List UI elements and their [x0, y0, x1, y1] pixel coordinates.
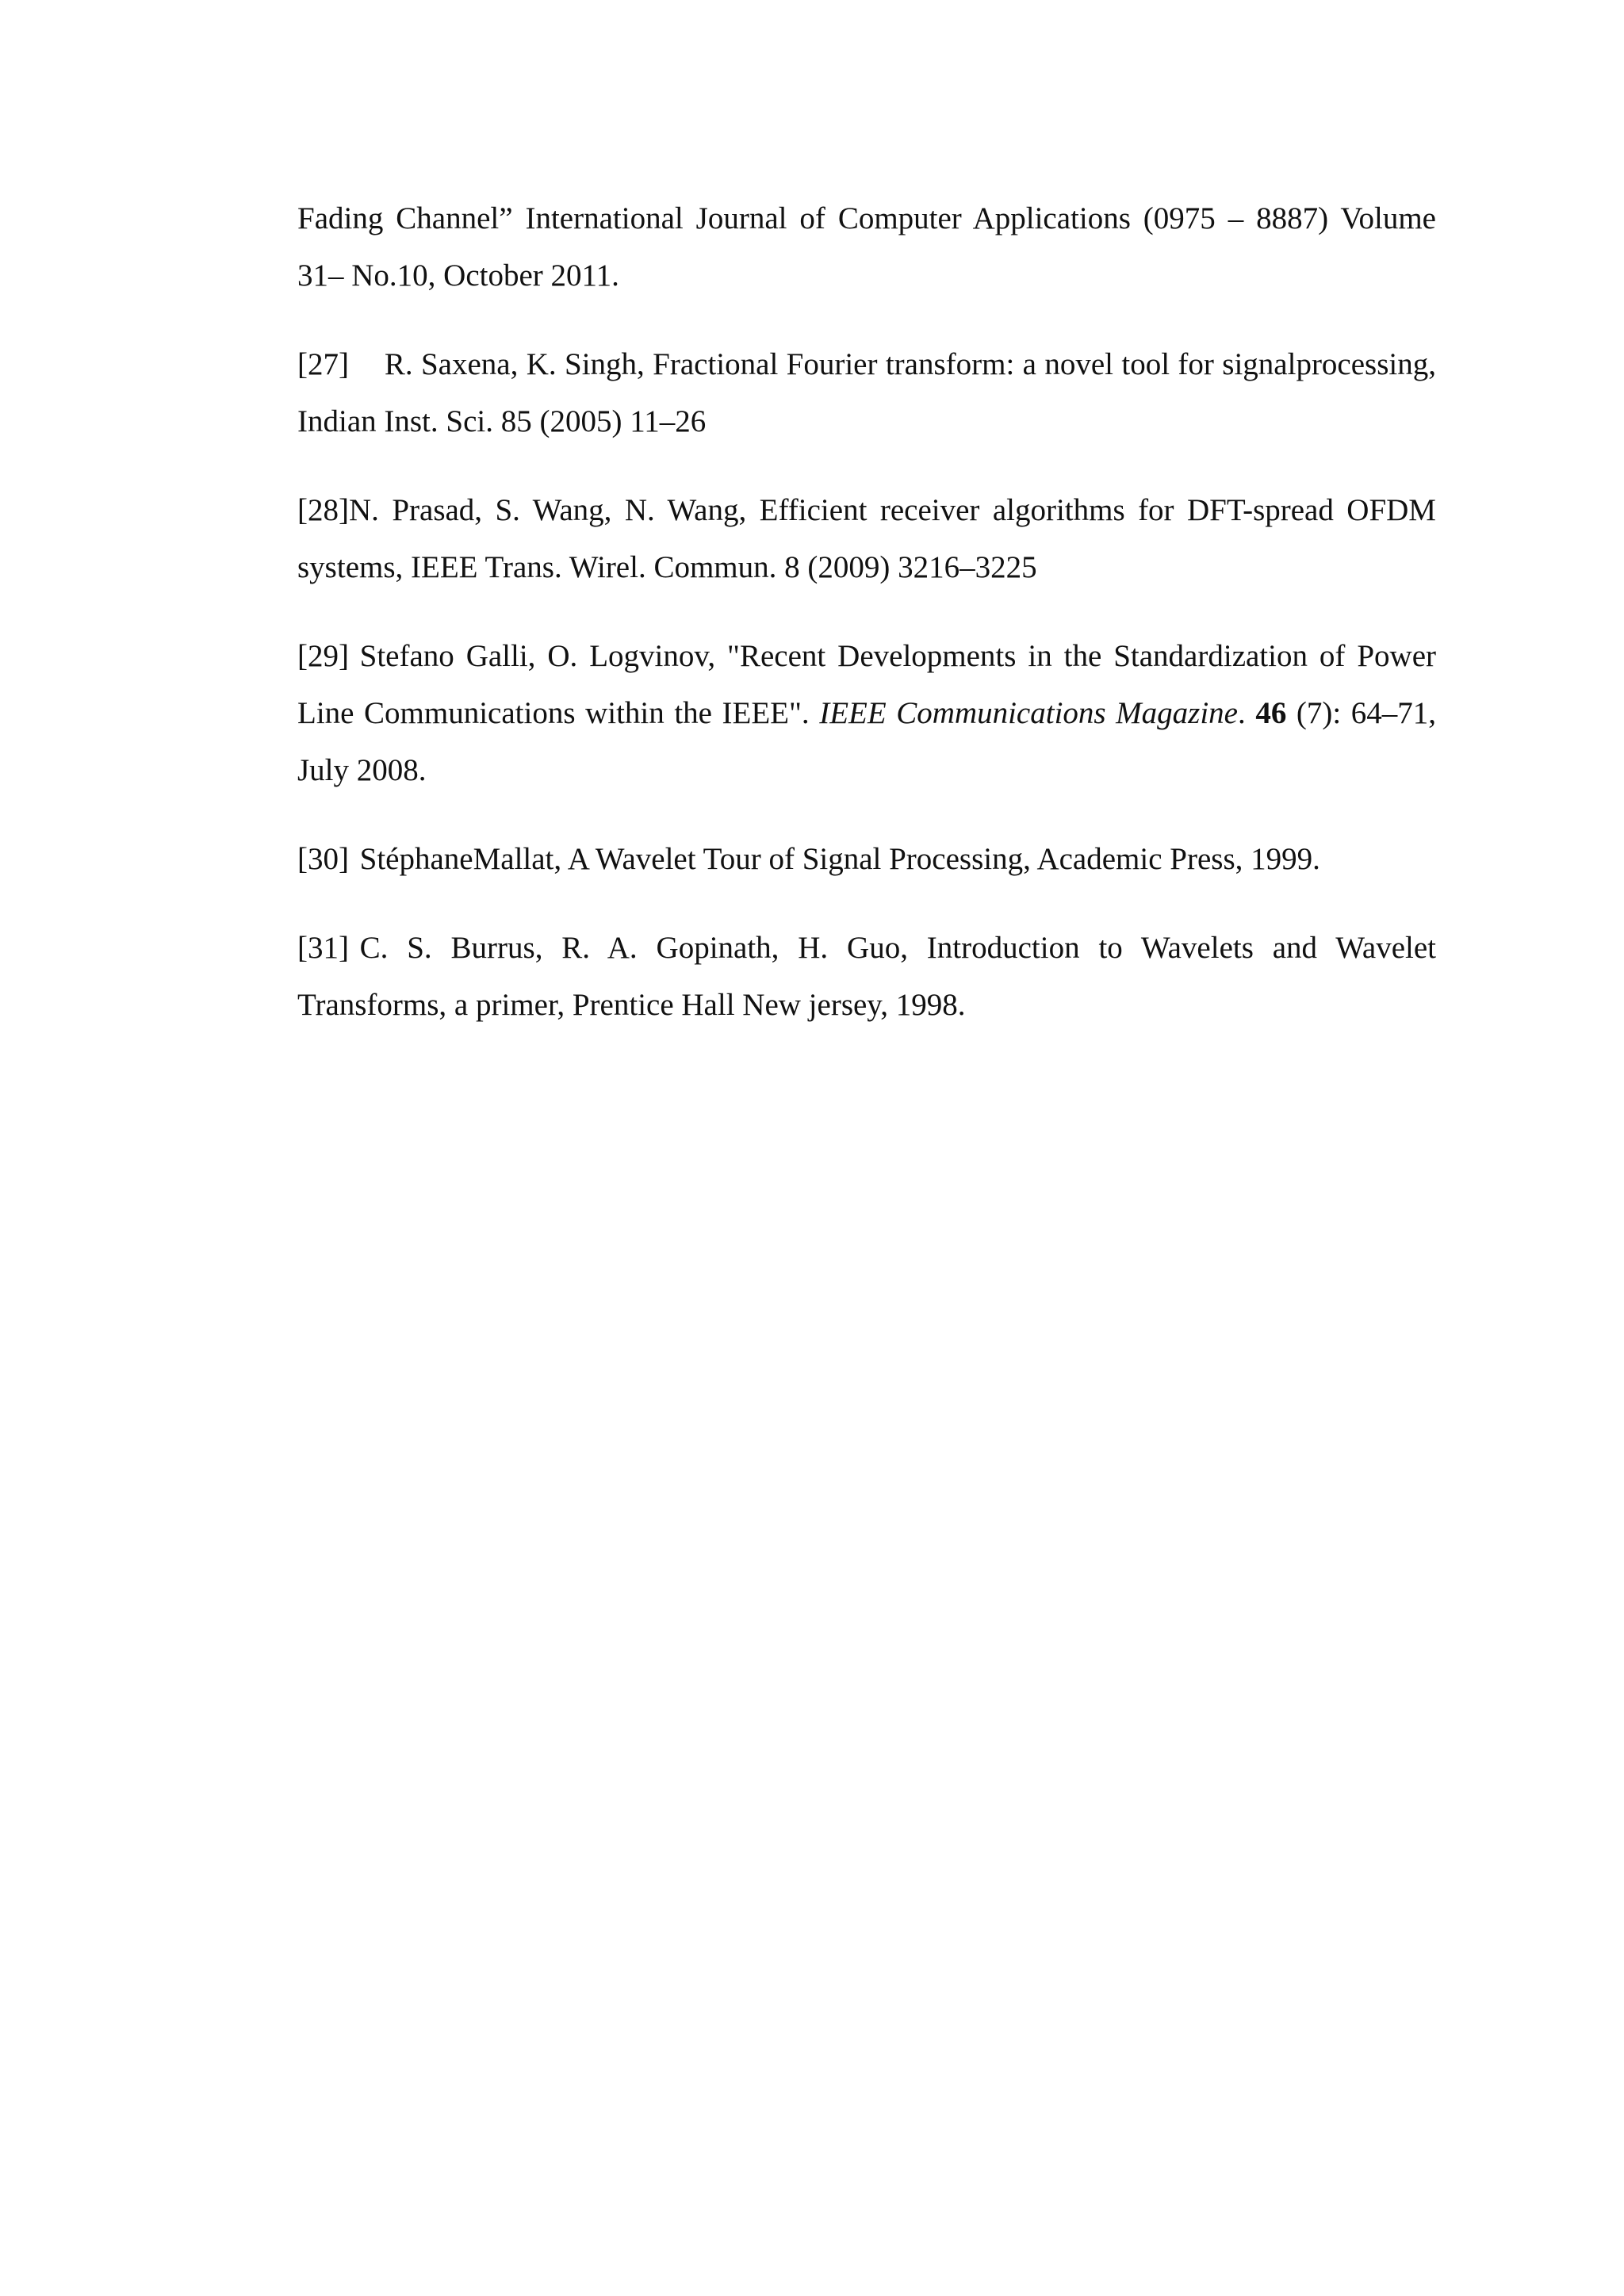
reference-number: [28] — [297, 493, 349, 527]
journal-volume: 46 — [1255, 696, 1287, 730]
journal-title: IEEE Communications Magazine — [819, 696, 1238, 730]
reference-text: Stefano Galli, O. Logvinov, "Recent Developments in the Standardization of Power Line Communications within the IEEE". — [297, 639, 1436, 730]
reference-text: Fading Channel” International Journal of Computer Applications (0975 – 8887) Volume 31– No.10, October 2011. — [297, 201, 1436, 293]
reference-item — [297, 336, 1436, 450]
reference-text: R. Saxena, K. Singh, Fractional Fourier transform: a novel tool for signalprocessing, Indian Inst. Sci. 85 (2005) 11–26 — [297, 347, 1436, 438]
reference-text: N. Prasad, S. Wang, N. Wang, Efficient receiver algorithms for DFT-spread OFDM systems, IEEE Trans. Wirel. Commun. 8 (2009) 3216–3225 — [297, 493, 1436, 584]
reference-item — [297, 482, 1436, 596]
reference-number: [29] — [297, 639, 349, 673]
reference-item — [297, 920, 1436, 1034]
reference-number: [27] — [297, 347, 349, 381]
reference-number: [31] — [297, 931, 349, 965]
reference-separator: . — [1237, 696, 1256, 730]
reference-item — [297, 831, 1436, 888]
reference-item — [297, 190, 1436, 304]
reference-number: [30] — [297, 842, 349, 876]
reference-item — [297, 628, 1436, 799]
reference-text: C. S. Burrus, R. A. Gopinath, H. Guo, Introduction to Wavelets and Wavelet Transforms, a primer, Prentice Hall New jersey, 1998. — [297, 931, 1436, 1022]
reference-text-tail: (7): 64–71, July 2008. — [297, 696, 1437, 787]
reference-text: StéphaneMallat, A Wavelet Tour of Signal Processing, Academic Press, 1999. — [359, 842, 1320, 876]
reference-list — [297, 190, 1436, 1066]
